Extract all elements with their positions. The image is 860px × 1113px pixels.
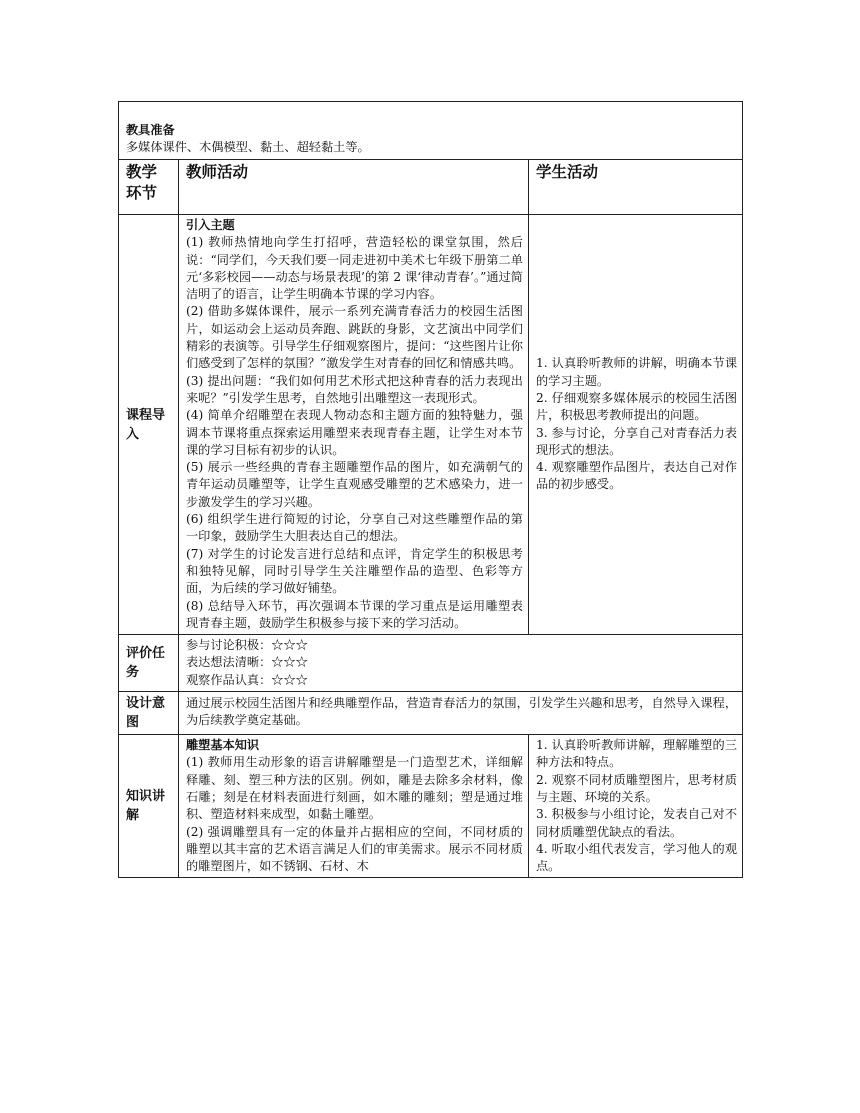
knowledge-student-item: 1. 认真聆听教师讲解，理解雕塑的三种方法和特点。 <box>536 738 738 770</box>
knowledge-label-cell <box>119 735 179 878</box>
evaluation-label: 评价任务 <box>126 646 166 681</box>
intro-teacher-step: (5) 展示一些经典的青春主题雕塑作品的图片，如充满朝气的青年运动员雕塑等，让学生直观感受雕塑的艺术感染力，进一步激发学生的学习兴趣。 <box>186 460 523 509</box>
design-row <box>119 692 743 735</box>
prep-title: 教具准备 <box>126 123 175 137</box>
knowledge-teacher-cell <box>179 735 529 878</box>
knowledge-label: 知识讲解 <box>126 789 166 824</box>
design-text: 通过展示校园生活图片和经典雕塑作品，营造青春活力的氛围，引发学生兴趣和思考，自然导入课程，为后续教学奠定基础。 <box>186 696 738 728</box>
design-label-cell <box>119 692 179 735</box>
knowledge-student-item: 4. 听取小组代表发言，学习他人的观点。 <box>536 841 738 874</box>
knowledge-teacher-step: (1) 教师用生动形象的语言讲解雕塑是一门造型艺术，详细解释雕、刻、塑三种方法的区别。例如，雕是去除多余材料，像石雕；刻是在材料表面进行刻画，如木雕的雕刻；塑是通过堆积、塑造材料来成型，如黏土雕塑。 <box>186 755 523 822</box>
prep-text: 多媒体课件、木偶模型、黏土、超轻黏土等。 <box>126 140 370 155</box>
intro-teacher-cell <box>179 215 529 635</box>
intro-student-item: 4. 观察雕塑作品图片，表达自己对作品的初步感受。 <box>536 460 738 492</box>
intro-student-item: 2. 仔细观察多媒体展示的校园生活图片，积极思考教师提出的问题。 <box>536 390 738 423</box>
evaluation-items-cell <box>179 635 743 692</box>
design-text-cell <box>179 692 743 735</box>
intro-label: 课程导入 <box>126 407 166 442</box>
evaluation-row <box>119 635 743 692</box>
design-label: 设计意图 <box>126 696 166 731</box>
prep-cell <box>119 102 743 160</box>
intro-row <box>119 215 743 635</box>
prep-row <box>119 102 743 160</box>
knowledge-student-item: 2. 观察不同材质雕塑图片，思考材质与主题、环境的关系。 <box>536 772 738 804</box>
intro-teacher-step: (6) 组织学生进行简短的讨论，分享自己对这些雕塑作品的第一印象，鼓励学生大胆表达自己的想法。 <box>186 512 523 544</box>
intro-heading: 引入主题 <box>186 218 235 232</box>
evaluation-item: 表达想法清晰：☆☆☆ <box>186 655 308 670</box>
intro-label-cell <box>119 215 179 635</box>
knowledge-student-item: 3. 积极参与小组讨论，发表自己对不同材质雕塑优缺点的看法。 <box>536 807 738 839</box>
lesson-plan-table <box>118 101 743 878</box>
intro-teacher-step: (1) 教师热情地向学生打招呼，营造轻松的课堂氛围，然后说：“同学们，今天我们要一同走进初中美术七年级下册第二单元‘多彩校园——动态与场景表现’的第 2 课‘律动青春’。”通过简洁明了的语言，让学生明确本节课的学习内容。 <box>186 235 523 302</box>
intro-teacher-step: (4) 简单介绍雕塑在表现人物动态和主题方面的独特魅力，强调本节课将重点探索运用雕塑来表现青春主题，让学生对本节课的学习目标有初步的认识。 <box>186 408 523 457</box>
header-row <box>119 160 743 215</box>
header-teacher: 教师活动 <box>186 163 249 181</box>
knowledge-row <box>119 735 743 878</box>
header-stage-cell <box>119 160 179 215</box>
intro-teacher-step: (3) 提出问题：“我们如何用艺术形式把这种青春的活力表现出来呢？”引发学生思考，自然地引出雕塑这一表现形式。 <box>186 373 523 405</box>
knowledge-heading: 雕塑基本知识 <box>186 738 260 753</box>
evaluation-item: 参与讨论积极：☆☆☆ <box>186 638 308 653</box>
header-student-cell <box>529 160 743 215</box>
evaluation-label-cell <box>119 635 179 692</box>
knowledge-student-cell <box>529 735 743 878</box>
header-student: 学生活动 <box>536 163 599 181</box>
knowledge-teacher-step: (2) 强调雕塑具有一定的体量并占据相应的空间，不同材质的雕塑以其丰富的艺术语言满足人们的审美需求。展示不同材质的雕塑图片，如不锈钢、石材、木 <box>186 824 523 874</box>
header-teacher-cell <box>179 160 529 215</box>
evaluation-item: 观察作品认真：☆☆☆ <box>186 672 308 687</box>
intro-teacher-step: (7) 对学生的讨论发言进行总结和点评，肯定学生的积极思考和独特见解，同时引导学生关注雕塑作品的造型、色彩等方面，为后续的学习做好铺垫。 <box>186 546 523 596</box>
intro-student-item: 1. 认真聆听教师的讲解，明确本节课的学习主题。 <box>536 356 738 388</box>
header-stage: 教学环节 <box>126 163 158 202</box>
intro-student-cell <box>529 215 743 635</box>
intro-teacher-step: (8) 总结导入环节，再次强调本节课的学习重点是运用雕塑表现青春主题，鼓励学生积极参与接下来的学习活动。 <box>186 598 523 630</box>
intro-teacher-step: (2) 借助多媒体课件，展示一系列充满青春活力的校园生活图片，如运动会上运动员奔跑、跳跃的身影，文艺演出中同学们精彩的表演等。引导学生仔细观察图片，提问：“这些图片让你们感受到了怎样的氛围？”激发学生对青春的回忆和情感共鸣。 <box>186 304 523 371</box>
intro-student-item: 3. 参与讨论，分享自己对青春活力表现形式的想法。 <box>536 425 738 457</box>
